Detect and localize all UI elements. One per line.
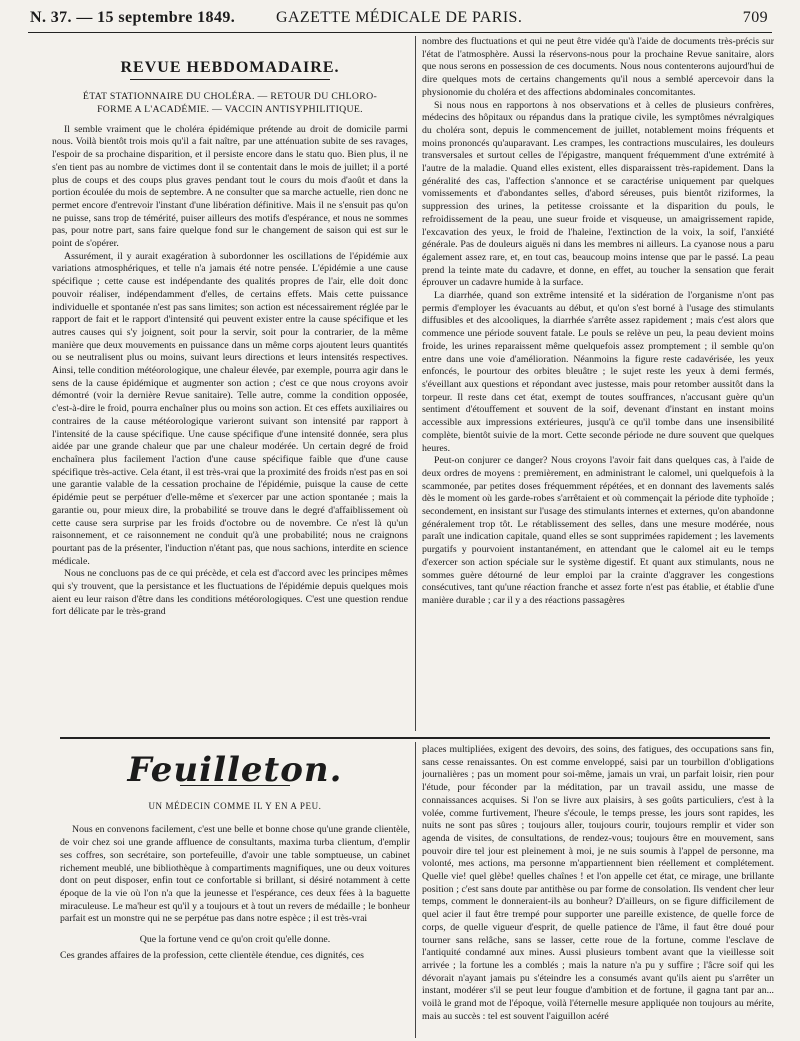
- revue-left-column: [52, 36, 408, 730]
- column-divider-top: [415, 36, 416, 731]
- feuilleton-title: Feuilleton.: [127, 750, 343, 790]
- paragraph: Peut-on conjurer ce danger? Nous croyons l'avoir fait dans quelques cas, à l'aide de deux ordres de moyens : premièrement, en administrant le calomel, uni quelquefois à la scammonée, par petites doses fréquemment répétées, et en donnant des lavements salés dès le moment où les garde-robes s'arrêtaient et où commençait la période dite typhoïde ; secondement, en insistant sur l'usage des stimulants internes et externes, qu'on abandonne généralement trop tôt. Le rétablissement des selles, dans une mesure modérée, nous paraît une indication capitale, quand elles se sont supprimées rapidement ; les lavements purgatifs y pourvoient instantanément, en attendant que le calomel ait eu le temps d'exercer son action spéciale sur le système digestif. Et quant aux stimulants, nous ne sommes guère détourné de leur emploi par la crainte d'aggraver les congestions consécutives, tant qu'une réaction franche et assez forte n'est pas établie, et établie d'une manière durable ; car il y a des réactions passagères: [422, 455, 774, 606]
- paragraph: Nous ne concluons pas de ce qui précède, et cela est d'accord avec les principes mêmes qui s'y trouvent, que la persistance et les fluctuations de l'épidémie depuis quelques mois aient eu leur raison d'être dans les conditions météorologiques. C'est une question rendue fort délicate par le très-grand: [52, 568, 408, 618]
- title-rule: [130, 79, 330, 80]
- paragraph: places multipliées, exigent des devoirs, des soins, des fatigues, des occupations sans fin, sans cesse renaissantes. On est comme enveloppé, saisi par un tourbillon d'obligations journalières ; pas un moment pour soi-même, jamais un vrai, un parfait loisir, rien pour l'étude, pour féconder par la méditation, par un travail assidu, une masse de connaissances acquises. Si l'on se livre aux plaisirs, à ses goûts particuliers, c'est à la volée, comme furtivement, l'heure s'écoule, le temps presse, les jours sont rapides, les nuits ne sont pas sûres ; toujours aller, toujours courir, toujours remplir et vider son agenda de visites, de consultations, de rendez-vous; toujours être en mouvement, sans pouvoir dire tel jour est pleinement à moi, je ne suis soumis à l'appel de personne, ma volonté, mes actions, ma personne m'appartiennent bien réellement et complétement. Quelle vie! quel glèbe! quelles chaînes ! et l'on appelle cet état, ce mirage, une brillante position ; c'est sans doute par antithèse ou par forme de consolation. Ils vendent cher leur temps, comment le donneraient-ils au bonheur? D'ailleurs, on se figure difficilement de quel acier il faut être trempé pour supporter une pareille existence, de quelle force de corps, de quelle vigueur d'esprit, de quelle patience de l'âme, il faut être doué pour tourner sans relâche, sans se lasser, cette roue de la fortune, comme l'esclave de l'antiquité condamné aux mines. Aussi plusieurs tombent avant que la vieillesse soit arrivée ; la fortune les a comblés ; mais la nature n'a pu y suffire ; l'âcre soif qui les dévorait n'ayant jamais pu s'éteindre les a consumés avant qu'ils aient pu s'arrêter un instant, modérer s'il se peut leur fougue d'ambition et de fortune, il gagna tant par an... voilà le grand mot de l'époque, voilà l'éternelle mesure appliquée non toujours au mérite, mais au succès : tel est souvent l'aiguillon acéré: [422, 744, 774, 1022]
- feuilleton-left-column: [60, 744, 410, 1038]
- paragraph: Il semble vraiment que le choléra épidémique prétende au droit de domicile parmi nous. Voilà bientôt trois mois qu'il a fait naître, par une atténuation subite de ses ravages, l'espoir de sa prochaine disparition, et il persiste encore dans le statu quo. Bien plus, il ne s'en tient pas au nombre de victimes dont il se contentait dans le mois de juillet; il a porté plus de coups et des coups plus graves pendant tout le cours du mois d'août et dans la portion écoulée du mois de septembre. A ne consulter que sa marche actuelle, rien donc ne permet encore d'entrevoir l'instant d'une libération définitive. Mais il ne s'ensuit pas qu'on ne puisse, sans trop de témérité, puiser ailleurs des motifs d'espérance, et nous ne sommes pas, pour notre part, sans faire quelque fond sur le changement de saison qui est sur le point de s'opérer.: [52, 123, 408, 250]
- issue-number: N. 37. — 15 septembre 1849.: [30, 9, 236, 26]
- revue-right-column: [422, 36, 774, 730]
- journal-title: GAZETTE MÉDICALE DE PARIS.: [276, 9, 523, 26]
- page-number: 709: [742, 9, 768, 26]
- paragraph: nombre des fluctuations et qui ne peut être vidée qu'à l'aide de documents très-précis sur l'état de l'atmosphère. Aussi la réservons-nous pour la prochaine Revue sanitaire, alors que nous serons en possession de ces documents. Nous nous contenterons aujourd'hui de dire quelques mots de certains changements qu'il nous a semblé apercevoir dans la physionomie du choléra et des affections abdominales concomitantes.: [422, 36, 774, 98]
- header-rule: [28, 32, 772, 33]
- paragraph: La diarrhée, quand son extrême intensité et la sidération de l'organisme n'ont pas permis d'employer les évacuants au début, et qu'on s'est borné à l'usage des stimulants diffusibles et des alcooliques, la diarrhée s'arrête assez rapidement ; mais c'est alors que commence une période souvent fatale. Le pouls se relève un peu, la peau devient moins froide, les urines reparaissent même quelquefois assez promptement ; il semble qu'on entre dans une voie d'amélioration. Néanmoins la figure reste cadavérisée, les yeux enfoncés, le pourtour des orbites bleuâtre ; le sujet reste les yeux à demi fermés, s'éveillant aux questions et répondant avec justesse, mais pour retomber aussitôt dans la torpeur. Il reste dans cet état, exempt de toutes souffrances, n'accusant guère qu'un sentiment d'étouffement et souvent de la soif, devenant d'instant en instant moins accessible aux impressions extérieures, jusqu'à ce qu'il tombe dans une insensibilité complète, bientôt suivie de la mort. Cette seconde période ne dure souvent que quelques heures.: [422, 290, 774, 454]
- paragraph: Ces grandes affaires de la profession, cette clientèle étendue, ces dignités, ces: [60, 949, 364, 961]
- paragraph: Nous en convenons facilement, c'est une belle et bonne chose qu'une grande clientèle, de voir chez soi une grande affluence de consultants, maxima turba clientum, d'emplir ses coffres, son secrétaire, son portefeuille, d'avoir une table somptueuse, un cabinet richement meublé, une bibliothèque à compartiments magnifiques, une ou deux voitures dont on peut disposer, enfin tout ce confortable si brillant, si désiré notamment à cette époque de la vie où l'on n'a que la jeunesse et l'espérance, ces deux fées à la baguette miraculeuse. Le ma'heur est qu'il y a toujours et à tout un revers de médaille ; le bonheur parfait est un monstre qui ne se perpétue pas dans notre espèce ; il est très-vrai: [60, 824, 410, 925]
- page-header: [30, 6, 770, 30]
- feuilleton-right-column: [422, 744, 774, 1038]
- subtitle-line-2: FORME A L'ACADÉMIE. — VACCIN ANTISYPHILITIQUE.: [97, 103, 363, 115]
- feuilleton-separator: [60, 737, 770, 739]
- revue-title: REVUE HEBDOMADAIRE.: [120, 59, 340, 76]
- paragraph: Si nous nous en rapportons à nos observations et à celles de plusieurs confrères, médecins des hôpitaux ou répandus dans la pratique civile, les symptômes névralgiques du choléra sont, depuis le commencement de juillet, notablement moins fréquents et moins prononcés qu'auparavant. Les crampes, les contractions musculaires, les douleurs transversales et surtout celles de l'épigastre, manquent fréquemment d'une extrémité à l'autre de la maladie. Quand elles existent, elles disparaissent très-rapidement. Dans la généralité des cas, l'affection s'annonce et se caractérise uniquement par quelques vomissements et d'abondantes selles, d'abord séreuses, puis bientôt riziformes, la suppression des urines, la petitesse croissante et la disparition du pouls, le refroidissement de la peau, une sueur froide et visqueuse, un amaigrissement rapide, l'excavation des yeux, le froid de l'haleine, l'extinction de la voix, la soif, l'anxiété générale. Pas de douleurs aiguës ni dans les membres ni ailleurs. La cyanose nous a paru également assez rare, et, en tout cas, beaucoup moins intense que par le passé. La peau prend la teinte mate du cadavre, et donne, en effet, au toucher la sensation que ferait éprouver un cadavre humide à la surface.: [422, 99, 774, 289]
- paragraph: Assurément, il y aurait exagération à subordonner les oscillations de l'épidémie aux variations atmosphériques, et telle n'a jamais été notre pensée. L'épidémie a une cause spécifique ; cette cause est indépendante des qualités propres de l'air, elle doit donc pouvoir réaliser, indépendamment d'elles, de certains effets. Mais cette puissance individuelle et spontanée n'est pas sans limites; son action est nécessairement réglée par le rapport de fait et le rapport d'intensité qui peuvent exister entre la cause spécifique et les autres causes qui s'y joignent, soit pour la servir, soit pour la contrarier, de la même manière que deux mouvements en puissance dans un même corps ajoutent leurs quantités ou se neutralisent plus ou moins, suivant leurs directions et leurs intensités respectives. Ainsi, telle condition météorologique, une chaleur élevée, par exemple, pourra agir dans le sens de la cause épidémique et augmenter son action ; c'est ce que nous croyons avoir démontré (voir la dernière Revue sanitaire). Telle autre, comme la condition opposée, c'est-à-dire le froid, pourra enchaîner plus ou moins son action. Et ces effets auxiliaires ou contraires de la cause météorologique varieront suivant son intensité par rapport à l'intensité de la cause spécifique. Une cause spécifique d'une intensité donnée, sera plus aidée par une grande chaleur que par une chaleur modérée. Un certain degré de froid enchaînera plus facilement l'action d'une cause spécifique faible que d'une cause spécifique très-active. Cela étant, il est très-vrai que la proximité des froids n'est pas en soi une garantie valable de la cessation prochaine de l'épidémie, puisque la cause de cette épidémie peut se perpétuer d'elle-même et s'exercer par une action spontanée ; mais la garantie ou, pour mieux dire, la probabilité se trouve dans le degré d'affaiblissement où cette cause sera surprise par les froids d'octobre ou de novembre. Ce n'est là qu'un raisonnement, et ce raisonnement ne conduit qu'à une probabilité; nous ne craignons pourtant pas de la présenter, l'induction n'étant pas, que nous sachions, interdite en science médicale.: [52, 250, 408, 567]
- column-divider-bottom: [415, 742, 416, 1038]
- quote: Que la fortune vend ce qu'on croit qu'elle donne.: [139, 934, 331, 946]
- revue-subtitle: [52, 90, 408, 116]
- subtitle-line-1: ÉTAT STATIONNAIRE DU CHOLÉRA. — RETOUR DU CHLORO-: [82, 90, 378, 102]
- story-title: UN MÉDECIN COMME IL Y EN A PEU.: [148, 800, 322, 811]
